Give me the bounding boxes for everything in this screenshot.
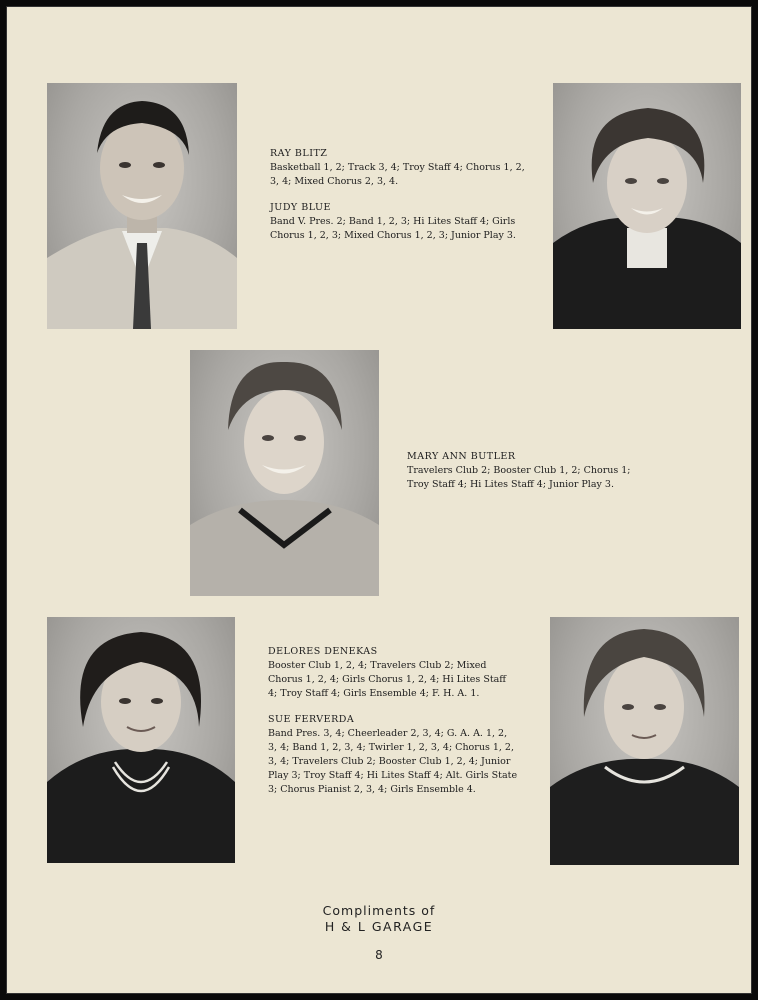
student-activities: Band V. Pres. 2; Band 1, 2, 3; Hi Lites Staff 4; Girls Chorus 1, 2, 3; Mixed Chorus 1, 2, 3; Junior Play 3. — [270, 216, 516, 241]
portrait-judy-blue — [553, 83, 741, 329]
yearbook-page — [6, 6, 752, 994]
student-name: DELORES DENEKAS — [268, 646, 378, 657]
student-name: SUE FERVERDA — [268, 714, 355, 725]
portrait-sue-ferverda — [550, 617, 739, 865]
bio-block-top — [270, 147, 532, 255]
sponsor-line-1: Compliments of — [322, 903, 436, 918]
student-name: JUDY BLUE — [270, 202, 331, 213]
student-name: MARY ANN BUTLER — [407, 451, 516, 462]
portrait-ray-blitz — [47, 83, 237, 329]
student-name: RAY BLITZ — [270, 148, 328, 159]
portrait-mary-ann-butler — [190, 350, 379, 596]
sponsor-line-2: H & L GARAGE — [324, 919, 434, 934]
student-activities: Travelers Club 2; Booster Club 1, 2; Chorus 1; Troy Staff 4; Hi Lites Staff 4; Junior Play 3. — [407, 465, 631, 490]
bio-block-bottom — [268, 645, 518, 809]
student-activities: Band Pres. 3, 4; Cheerleader 2, 3, 4; G. A. A. 1, 2, 3, 4; Band 1, 2, 3, 4; Twirler 1, 2, 3, 4; Chorus 1, 2, 3, 4; Travelers Club 2; Booster Club 1, 2, 4; Junior Play 3; Troy Staff 4; Hi Lites Staff 4; Alt. Girls State 3; Chorus Pianist 2, 3, 4; Girls Ensemble 4. — [268, 728, 518, 795]
student-activities: Basketball 1, 2; Track 3, 4; Troy Staff 4; Chorus 1, 2, 3, 4; Mixed Chorus 2, 3, 4. — [270, 162, 525, 187]
portrait-delores-denekas — [47, 617, 235, 863]
bio-block-middle — [407, 450, 652, 504]
page-number: 8 — [375, 948, 383, 962]
student-activities: Booster Club 1, 2, 4; Travelers Club 2; Mixed Chorus 1, 2, 4; Girls Chorus 1, 2, 4; Hi Lites Staff 4; Troy Staff 4; Girls Ensemble 4; F. H. A. 1. — [268, 660, 507, 699]
